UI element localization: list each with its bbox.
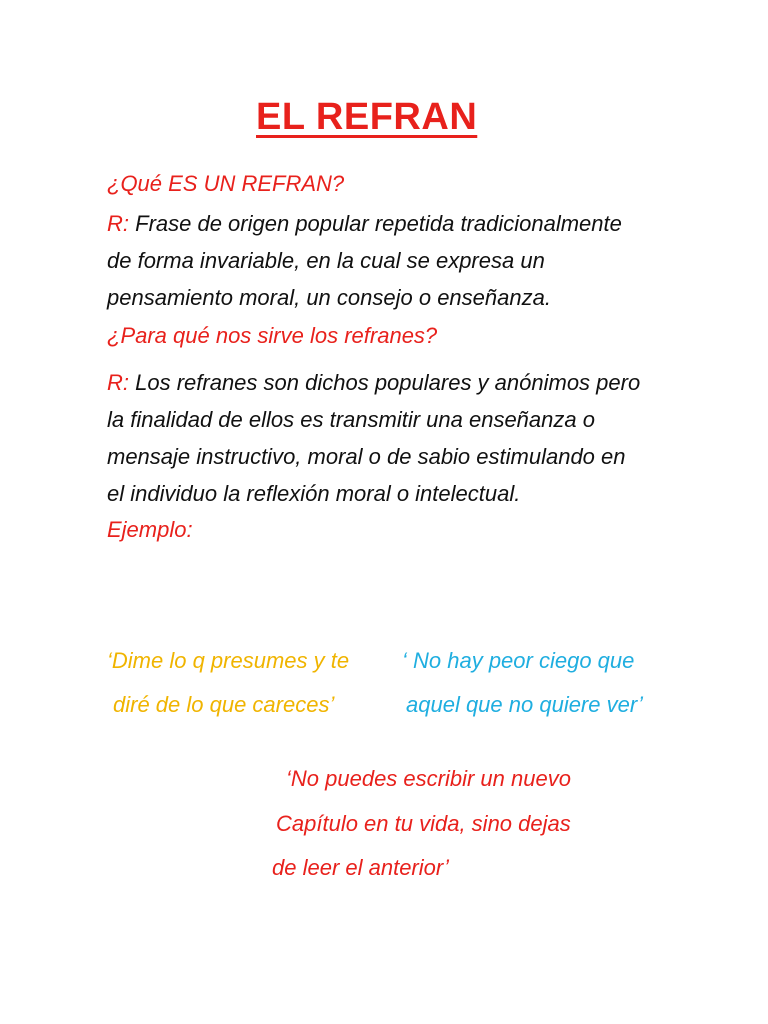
page-title: EL REFRAN: [256, 96, 478, 138]
answer-1-prefix: R:: [107, 211, 129, 236]
answer-2-prefix: R:: [107, 370, 129, 395]
answer-2-line-3: mensaje instructivo, moral o de sabio estimulando en: [107, 444, 626, 469]
question-what-is: ¿Qué ES UN REFRAN?: [107, 171, 345, 196]
quote-right-line-1: ‘ No hay peor ciego que: [402, 648, 635, 673]
quote-left-line-1: ‘Dime lo q presumes y te: [107, 648, 350, 673]
quote-center-line-2: Capítulo en tu vida, sino dejas: [276, 811, 571, 836]
example-label: Ejemplo:: [107, 517, 193, 542]
answer-2: [107, 364, 667, 512]
answer-1-line-2: de forma invariable, en la cual se expresa un: [107, 248, 545, 273]
question-purpose: ¿Para qué nos sirve los refranes?: [107, 323, 438, 348]
answer-2-line-1: Los refranes son dichos populares y anónimos pero: [135, 370, 641, 395]
quote-left-line-2: diré de lo que careces’: [113, 692, 335, 717]
answer-1-line-3: pensamiento moral, un consejo o enseñanza.: [107, 285, 551, 310]
answer-1: [107, 205, 667, 316]
answer-2-line-2: la finalidad de ellos es transmitir una enseñanza o: [107, 407, 595, 432]
quote-right-line-2: aquel que no quiere ver’: [406, 692, 643, 717]
quote-center-line-1: ‘No puedes escribir un nuevo: [286, 766, 571, 791]
quote-center-line-3: de leer el anterior’: [272, 855, 449, 880]
answer-1-line-1: Frase de origen popular repetida tradicionalmente: [135, 211, 622, 236]
answer-2-line-4: el individuo la reflexión moral o intelectual.: [107, 481, 521, 506]
